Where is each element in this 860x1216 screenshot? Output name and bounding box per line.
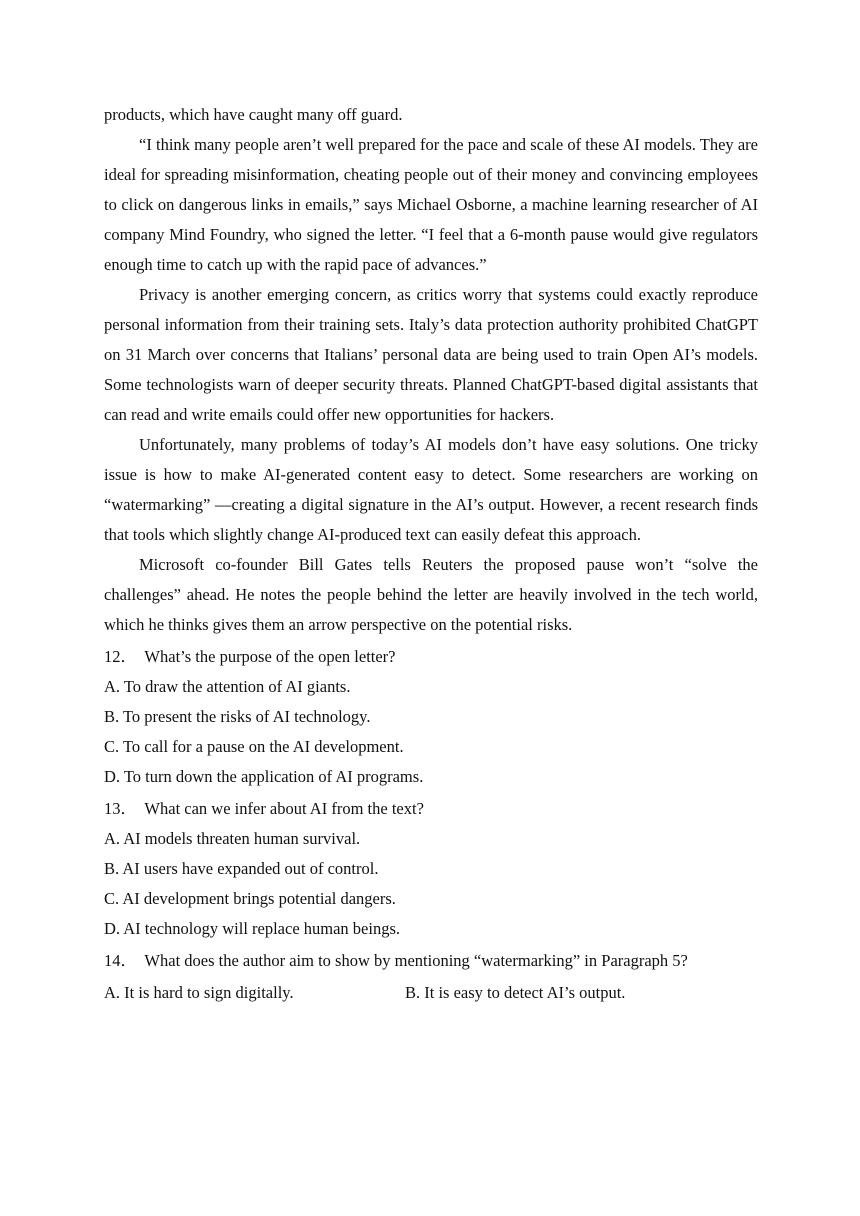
question-13 (104, 794, 758, 944)
answer-option: B. AI users have expanded out of control. (104, 859, 379, 878)
passage-paragraph: Unfortunately, many problems of today’s AI models don’t have easy solutions. One tricky issue is how to make AI-generated content easy to detect. Some researchers are working on “watermarking” —creating a digital signature in the AI’s output. However, a recent research finds that tools which slightly change AI-produced text can easily defeat this approach. (104, 435, 758, 544)
answer-option: A. It is hard to sign digitally. (104, 983, 294, 1002)
question-text: What’s the purpose of the open letter? (144, 647, 396, 666)
question-14 (104, 946, 758, 1008)
question-12 (104, 642, 758, 792)
answer-option: B. It is easy to detect AI’s output. (405, 983, 626, 1002)
answer-option: D. To turn down the application of AI programs. (104, 767, 424, 786)
passage-paragraph: “I think many people aren’t well prepared for the pace and scale of these AI models. They are ideal for spreading misinformation, cheating people out of their money and convincing employees to click on dangerous links in emails,” says Michael Osborne, a machine learning researcher of AI company Mind Foundry, who signed the letter. “I feel that a 6-month pause would give regulators enough time to catch up with the rapid pace of advances.” (104, 135, 758, 274)
answer-option: B. To present the risks of AI technology. (104, 707, 371, 726)
document-page (104, 100, 758, 1008)
answer-option: C. AI development brings potential dangers. (104, 889, 396, 908)
question-stem (104, 794, 758, 824)
passage (104, 100, 758, 640)
question-number: 14． (104, 951, 137, 970)
passage-paragraph: products, which have caught many off guard. (104, 105, 403, 124)
question-text: What does the author aim to show by mentioning “watermarking” in Paragraph 5? (144, 951, 688, 970)
question-stem (104, 946, 758, 976)
answer-option: A. AI models threaten human survival. (104, 829, 361, 848)
question-number: 12． (104, 647, 137, 666)
answer-option-row (104, 978, 758, 1008)
answer-option: C. To call for a pause on the AI development. (104, 737, 404, 756)
answer-option: D. AI technology will replace human beings. (104, 919, 401, 938)
passage-paragraph: Privacy is another emerging concern, as critics worry that systems could exactly reproduce personal information from their training sets. Italy’s data protection authority prohibited ChatGPT on 31 March over concerns that Italians’ personal data are being used to train Open AI’s models. Some technologists warn of deeper security threats. Planned ChatGPT-based digital assistants that can read and write emails could offer new opportunities for hackers. (104, 285, 758, 424)
question-number: 13． (104, 799, 137, 818)
answer-option: A. To draw the attention of AI giants. (104, 677, 351, 696)
question-text: What can we infer about AI from the text? (144, 799, 424, 818)
question-stem (104, 642, 758, 672)
passage-paragraph: Microsoft co-founder Bill Gates tells Reuters the proposed pause won’t “solve the challenges” ahead. He notes the people behind the letter are heavily involved in the tech world, which he thinks gives them an arrow perspective on the potential risks. (104, 555, 758, 634)
